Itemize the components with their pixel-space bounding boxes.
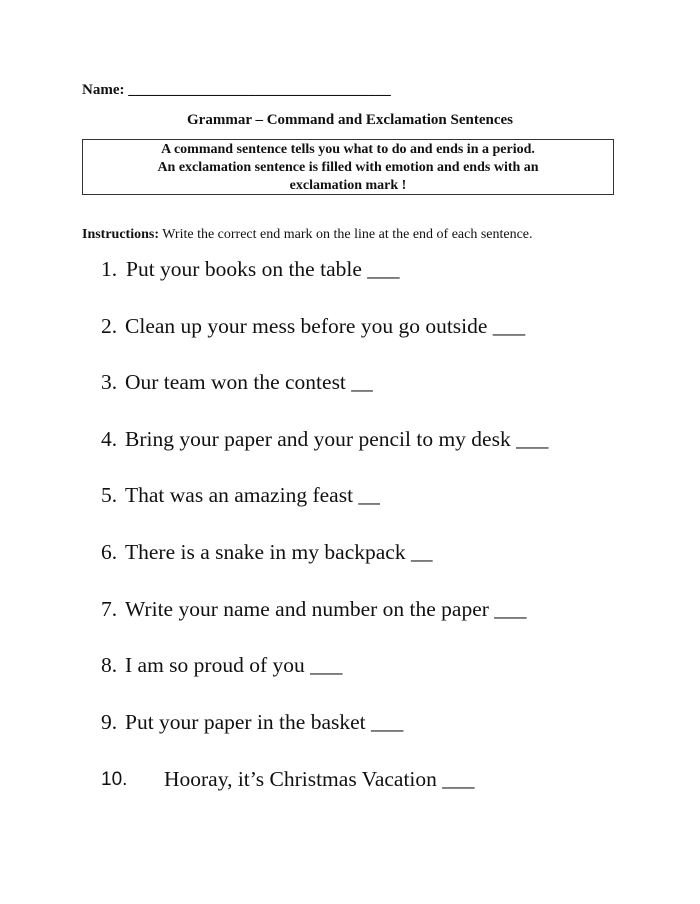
- instructions-text: Write the correct end mark on the line at the end of each sentence.: [159, 227, 533, 242]
- sentence-text: Put your paper in the basket ___: [125, 710, 404, 734]
- sentence-number: 7.: [101, 597, 118, 621]
- instructions-label: Instructions:: [82, 227, 160, 242]
- definition-box: [82, 139, 614, 195]
- sentence-number: 1.: [101, 257, 118, 281]
- sentence-text: Write your name and number on the paper ___: [125, 597, 527, 621]
- sentence-text: Put your books on the table ___: [126, 257, 400, 281]
- sentence-text: Hooray, it’s Christmas Vacation ___: [164, 767, 475, 791]
- sentence-number: 8.: [101, 653, 118, 677]
- sentence-number: 9.: [101, 710, 118, 734]
- sentence-number: 10.: [101, 769, 128, 790]
- sentence-number: 4.: [101, 427, 118, 451]
- sentence-number: 5.: [101, 483, 118, 507]
- sentence-text: I am so proud of you ___: [125, 653, 343, 677]
- name-field-label: Name: ___________________________________: [82, 82, 391, 98]
- definition-line-1: A command sentence tells you what to do and ends in a period.: [161, 142, 535, 157]
- sentence-text: Clean up your mess before you go outside ___: [125, 314, 526, 338]
- sentence-number: 2.: [101, 314, 118, 338]
- definition-line-3: exclamation mark !: [289, 178, 407, 193]
- page-title: Grammar – Command and Exclamation Sentences: [187, 112, 513, 128]
- sentence-number: 6.: [101, 540, 118, 564]
- instructions: [82, 227, 533, 243]
- sentence-text: There is a snake in my backpack __: [125, 540, 433, 564]
- sentence-number: 3.: [101, 370, 118, 394]
- definition-line-2: An exclamation sentence is filled with emotion and ends with an: [157, 160, 539, 175]
- sentence-text: That was an amazing feast __: [125, 483, 380, 507]
- sentence-text: Bring your paper and your pencil to my desk ___: [125, 427, 549, 451]
- sentence-text: Our team won the contest __: [125, 370, 373, 394]
